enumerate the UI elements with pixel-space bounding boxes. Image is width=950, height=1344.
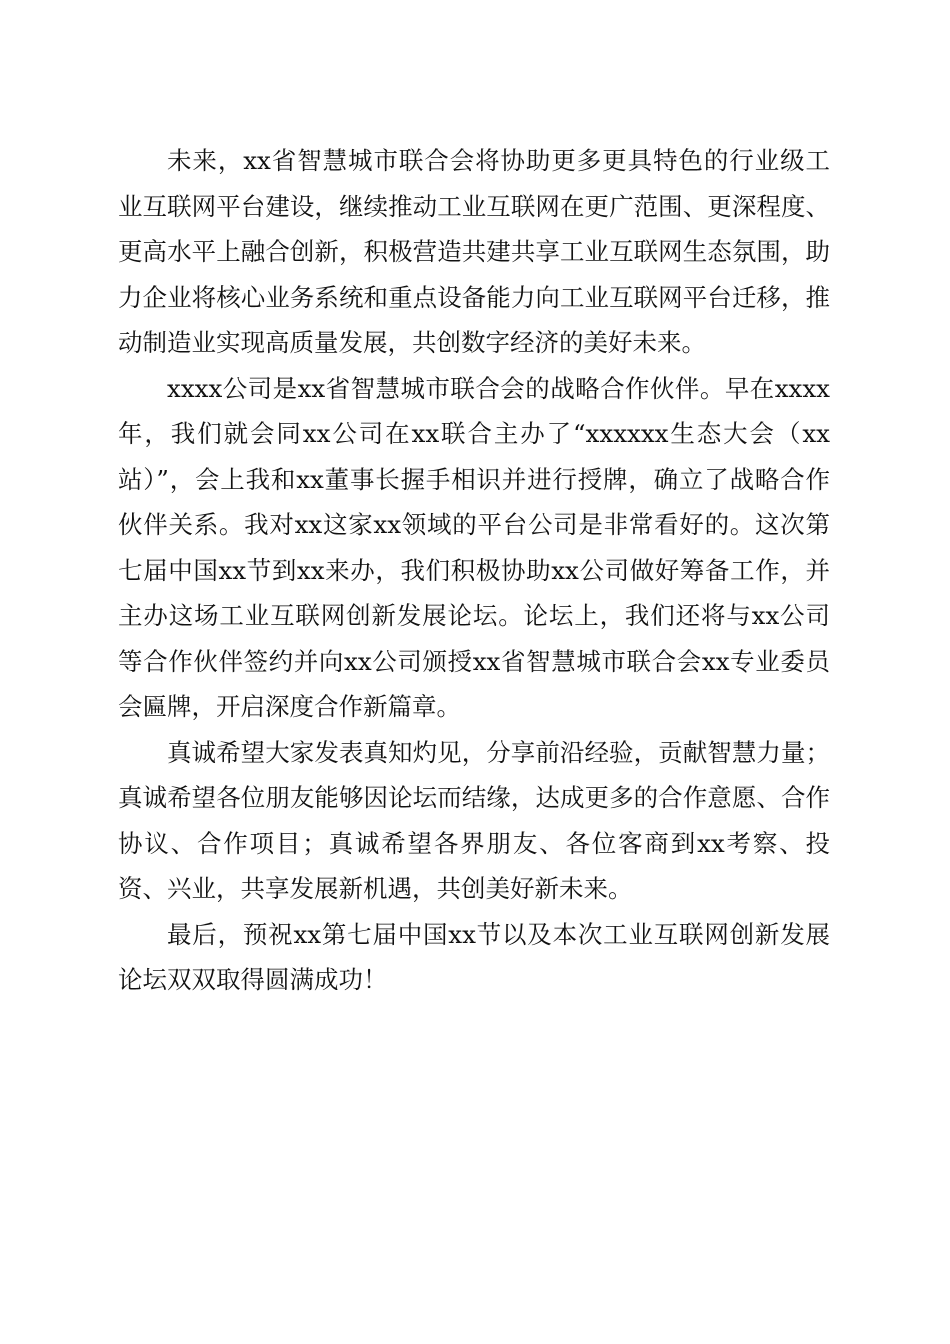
document-body [118, 138, 830, 1003]
paragraph-closing: 最后，预祝xx第七届中国xx节以及本次工业互联网创新发展论坛双双取得圆满成功！ [118, 919, 830, 994]
paragraph-future: 未来，xx省智慧城市联合会将协助更多更具特色的行业级工业互联网平台建设，继续推动工业互联网在更广范围、更深程度、更高水平上融合创新，积极营造共建共享工业互联网生态氛围，助力企业将核心业务系统和重点设备能力向工业互联网平台迁移，推动制造业实现高质量发展，共创数字经济的美好未来。 [118, 146, 830, 357]
paragraph-hopes: 真诚希望大家发表真知灼见，分享前沿经验，贡献智慧力量；真诚希望各位朋友能够因论坛而结缘，达成更多的合作意愿、合作协议、合作项目；真诚希望各界朋友、各位客商到xx考察、投资、兴业，共享发展新机遇，共创美好新未来。 [118, 737, 830, 903]
paragraph-partnership: xxxx公司是xx省智慧城市联合会的战略合作伙伴。早在xxxx年，我们就会同xx公司在xx联合主办了“xxxxxx生态大会（xx站）”，会上我和xx董事长握手相识并进行授牌，确立了战略合作伙伴关系。我对xx这家xx领域的平台公司是非常看好的。这次第七届中国xx节到xx来办，我们积极协助xx公司做好筹备工作，并主办这场工业互联网创新发展论坛。论坛上，我们还将与xx公司等合作伙伴签约并向xx公司颁授xx省智慧城市联合会xx专业委员会匾牌，开启深度合作新篇章。 [118, 373, 830, 721]
